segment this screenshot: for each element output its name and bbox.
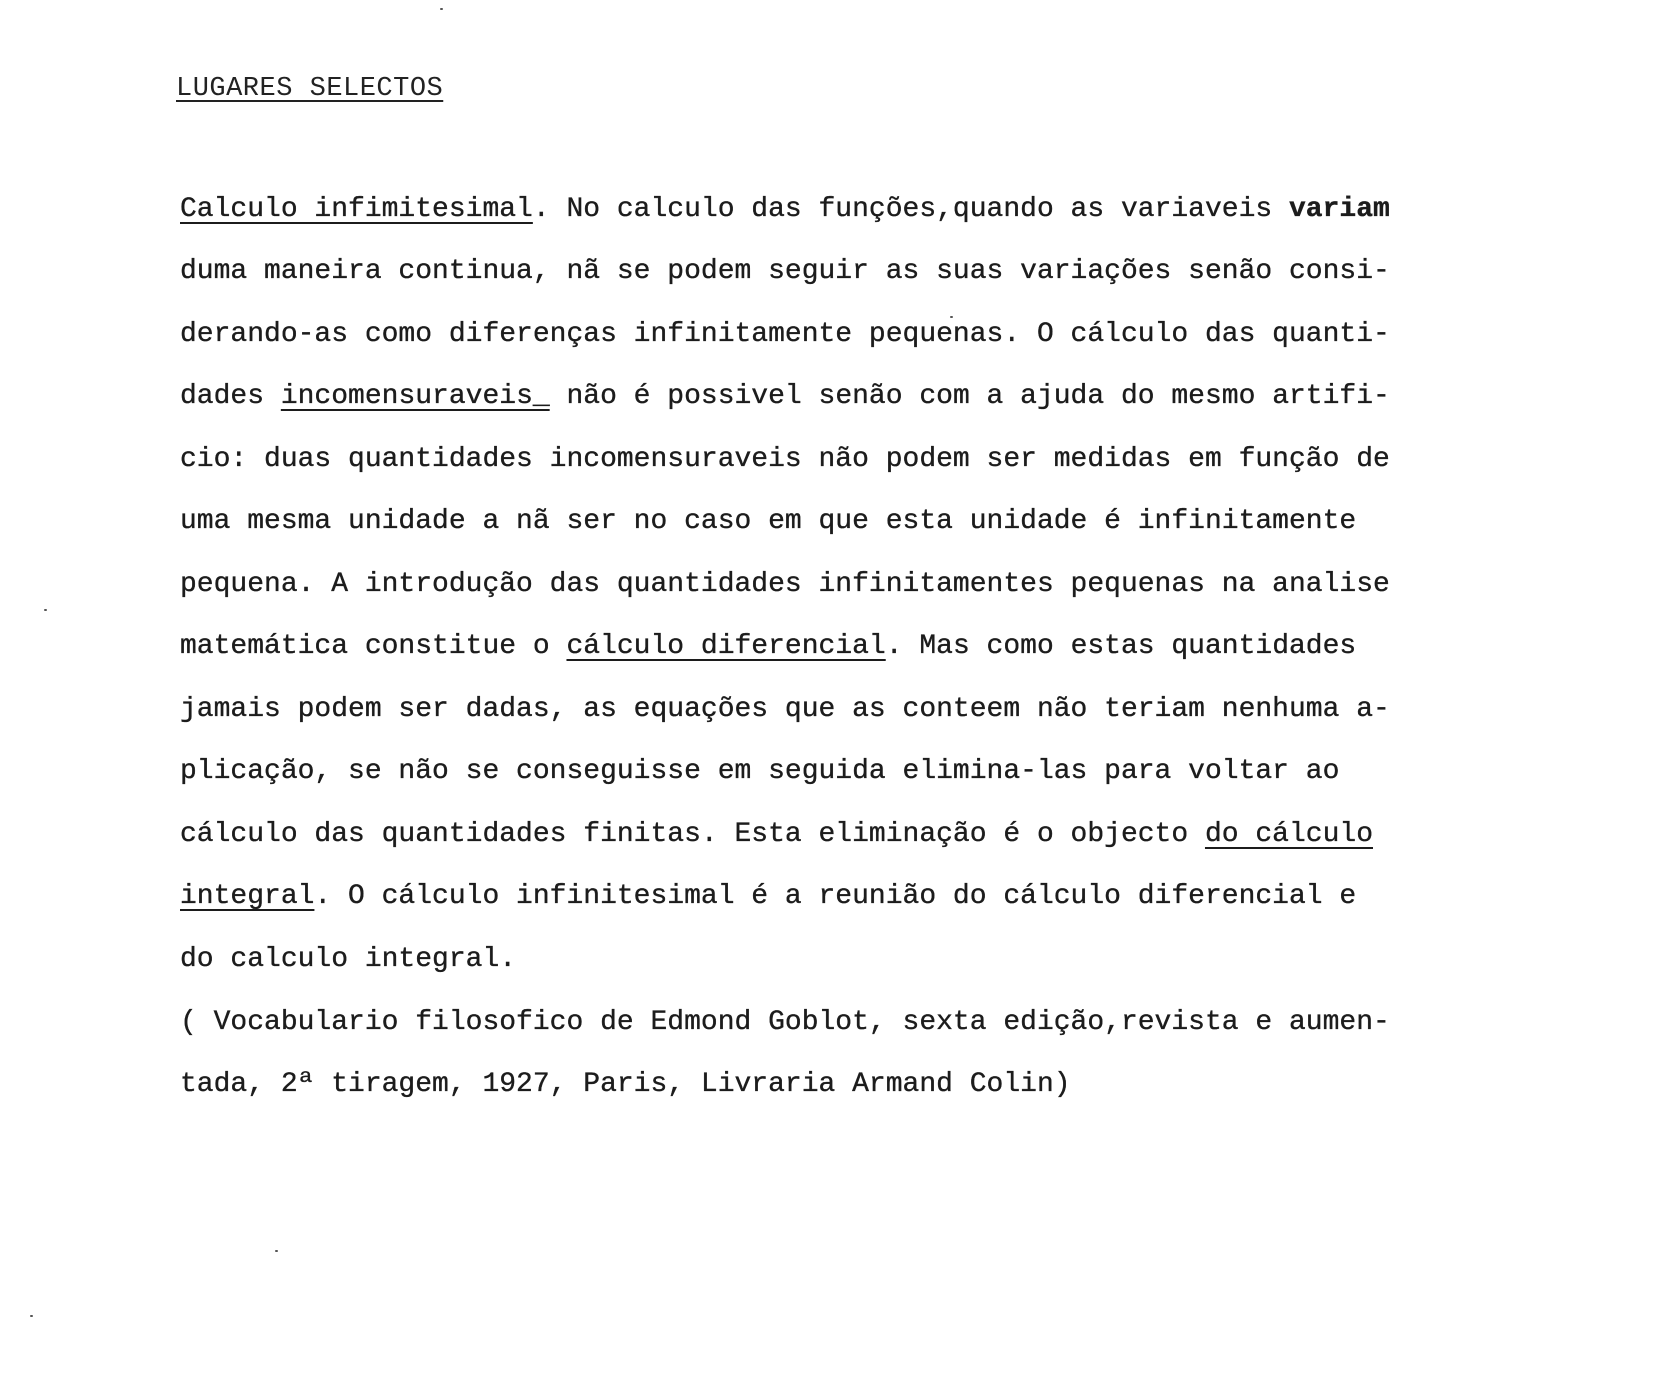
text-segment: não é possivel senão com a ajuda do mesmo artifi- [549,381,1390,412]
text-line-4 [180,377,1390,417]
text-segment: variam [1288,194,1390,225]
text-line-13: do calculo integral. [180,944,517,975]
text-line-11 [180,815,1373,855]
paper-speck [30,1315,33,1317]
text-segment: . No calculo das funções,quando as variaveis [532,194,1289,225]
page-title: LUGARES SELECTOS [176,74,444,104]
text-segment: . Mas como estas quantidades [885,631,1357,662]
text-line-8 [180,627,1356,667]
text-line-12 [180,877,1356,917]
text-line-5: cio: duas quantidades incomensuraveis não podem ser medidas em função de [180,444,1390,475]
text-line-2: duma maneira continua, nã se podem seguir as suas variações senão consi- [180,256,1390,287]
term-calculo-infinitesimal: Calculo infimitesimal [180,194,533,225]
text-segment: dades [180,381,281,412]
text-line-1 [180,190,1390,230]
text-segment: cálculo das quantidades finitas. Esta eliminação é o objecto [180,819,1205,850]
text-line-7: pequena. A introdução das quantidades infinitamentes pequenas na analise [180,569,1390,600]
text-segment: matemática constitue o [180,631,567,662]
term-do-calculo: do cálculo [1204,819,1373,850]
citation-line-2: tada, 2ª tiragem, 1927, Paris, Livraria Armand Colin) [180,1069,1071,1100]
paper-speck [950,316,953,318]
paper-speck [275,1250,278,1252]
term-incomensuraveis: incomensuraveis_ [280,381,550,412]
text-line-9: jamais podem ser dadas, as equações que as conteem não teriam nenhuma a- [180,694,1390,725]
text-line-3: derando-as como diferenças infinitamente pequenas. O cálculo das quanti- [180,319,1390,350]
text-segment: . O cálculo infinitesimal é a reunião do cálculo diferencial e [314,881,1357,912]
paper-speck [44,609,47,611]
text-line-6: uma mesma unidade a nã ser no caso em que esta unidade é infinitamente [180,506,1357,537]
term-calculo-diferencial: cálculo diferencial [566,631,886,662]
citation-line-1: ( Vocabulario filosofico de Edmond Goblot, sexta edição,revista e aumen- [180,1007,1390,1038]
paper-speck [440,8,443,10]
term-integral: integral [180,881,315,912]
text-line-10: plicação, se não se conseguisse em seguida elimina-las para voltar ao [180,756,1340,787]
